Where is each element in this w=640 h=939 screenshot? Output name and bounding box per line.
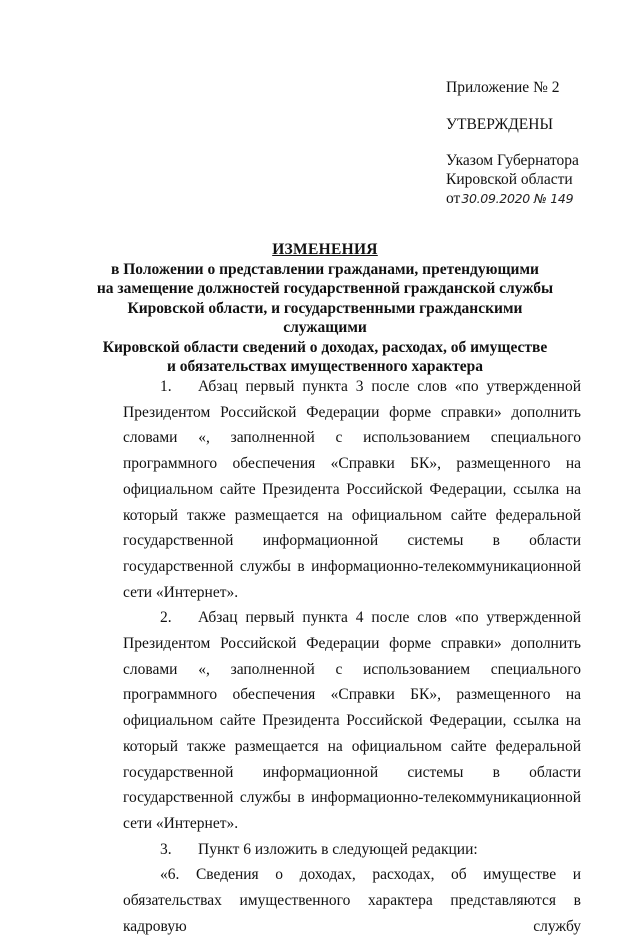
title-line-5: и обязательствах имущественного характера <box>167 358 483 375</box>
title-line-3: Кировской области, и государственными гражданскими служащими <box>127 299 523 336</box>
appendix-label: Приложение № 2 <box>446 79 560 96</box>
approved-label: УТВЕРЖДЕНЫ <box>446 116 553 133</box>
item-2-text: Абзац первый пункта 4 после слов «по утвержденной Президентом Российской Федерации форме справки» дополнить словами «, заполненной с использованием специального программного обеспечения «Справки БК», размещенного на официальном сайте Президента Российской Федерации, ссылка на который также размещается на официальном сайте федеральной государственной информационной системы в области государственной службы в информационно-телекоммуникационной сети «Интернет». <box>123 609 581 832</box>
item-2-number: 2. <box>160 609 172 627</box>
date-prefix: от <box>446 190 461 207</box>
title-heading: ИЗМЕНЕНИЯ <box>272 241 378 258</box>
item-3-number: 3. <box>160 840 172 858</box>
document-body <box>123 374 581 939</box>
item-3 <box>123 837 581 863</box>
title-line-2: на замещение должностей государственной гражданской службы <box>96 280 554 297</box>
handwritten-number: № 149 <box>533 191 574 206</box>
item-2 <box>123 605 581 836</box>
item-1-number: 1. <box>160 378 172 395</box>
title-line-1: в Положении о представлении гражданами, претендующими <box>111 260 539 278</box>
quoted-item-6: «6. Сведения о доходах, расходах, об имуществе и обязательствах имущественного характера представляются в кадровую службу <box>123 866 581 935</box>
item-1 <box>123 374 581 605</box>
title-line-4: Кировской области сведений о доходах, расходах, об имуществе <box>102 338 548 356</box>
decree-date-line <box>446 189 626 208</box>
decree-line-2: Кировской области <box>446 171 573 188</box>
approval-block <box>446 78 626 208</box>
handwritten-date: 30.09.2020 <box>461 191 530 206</box>
decree-line-1: Указом Губернатора <box>446 152 579 169</box>
item-3-text: Пункт 6 изложить в следующей редакции: <box>198 840 478 858</box>
document-title <box>90 240 560 377</box>
item-1-text: Абзац первый пункта 3 после слов «по утвержденной Президентом Российской Федерации форме справки» дополнить словами «, заполненной с использованием специального программного обеспечения «Справки БК», размещенного на официальном сайте Президента Российской Федерации, ссылка на который также размещается на официальном сайте федеральной государственной информационной системы в области государственной службы в информационно-телекоммуникационной сети «Интернет». <box>123 378 581 601</box>
